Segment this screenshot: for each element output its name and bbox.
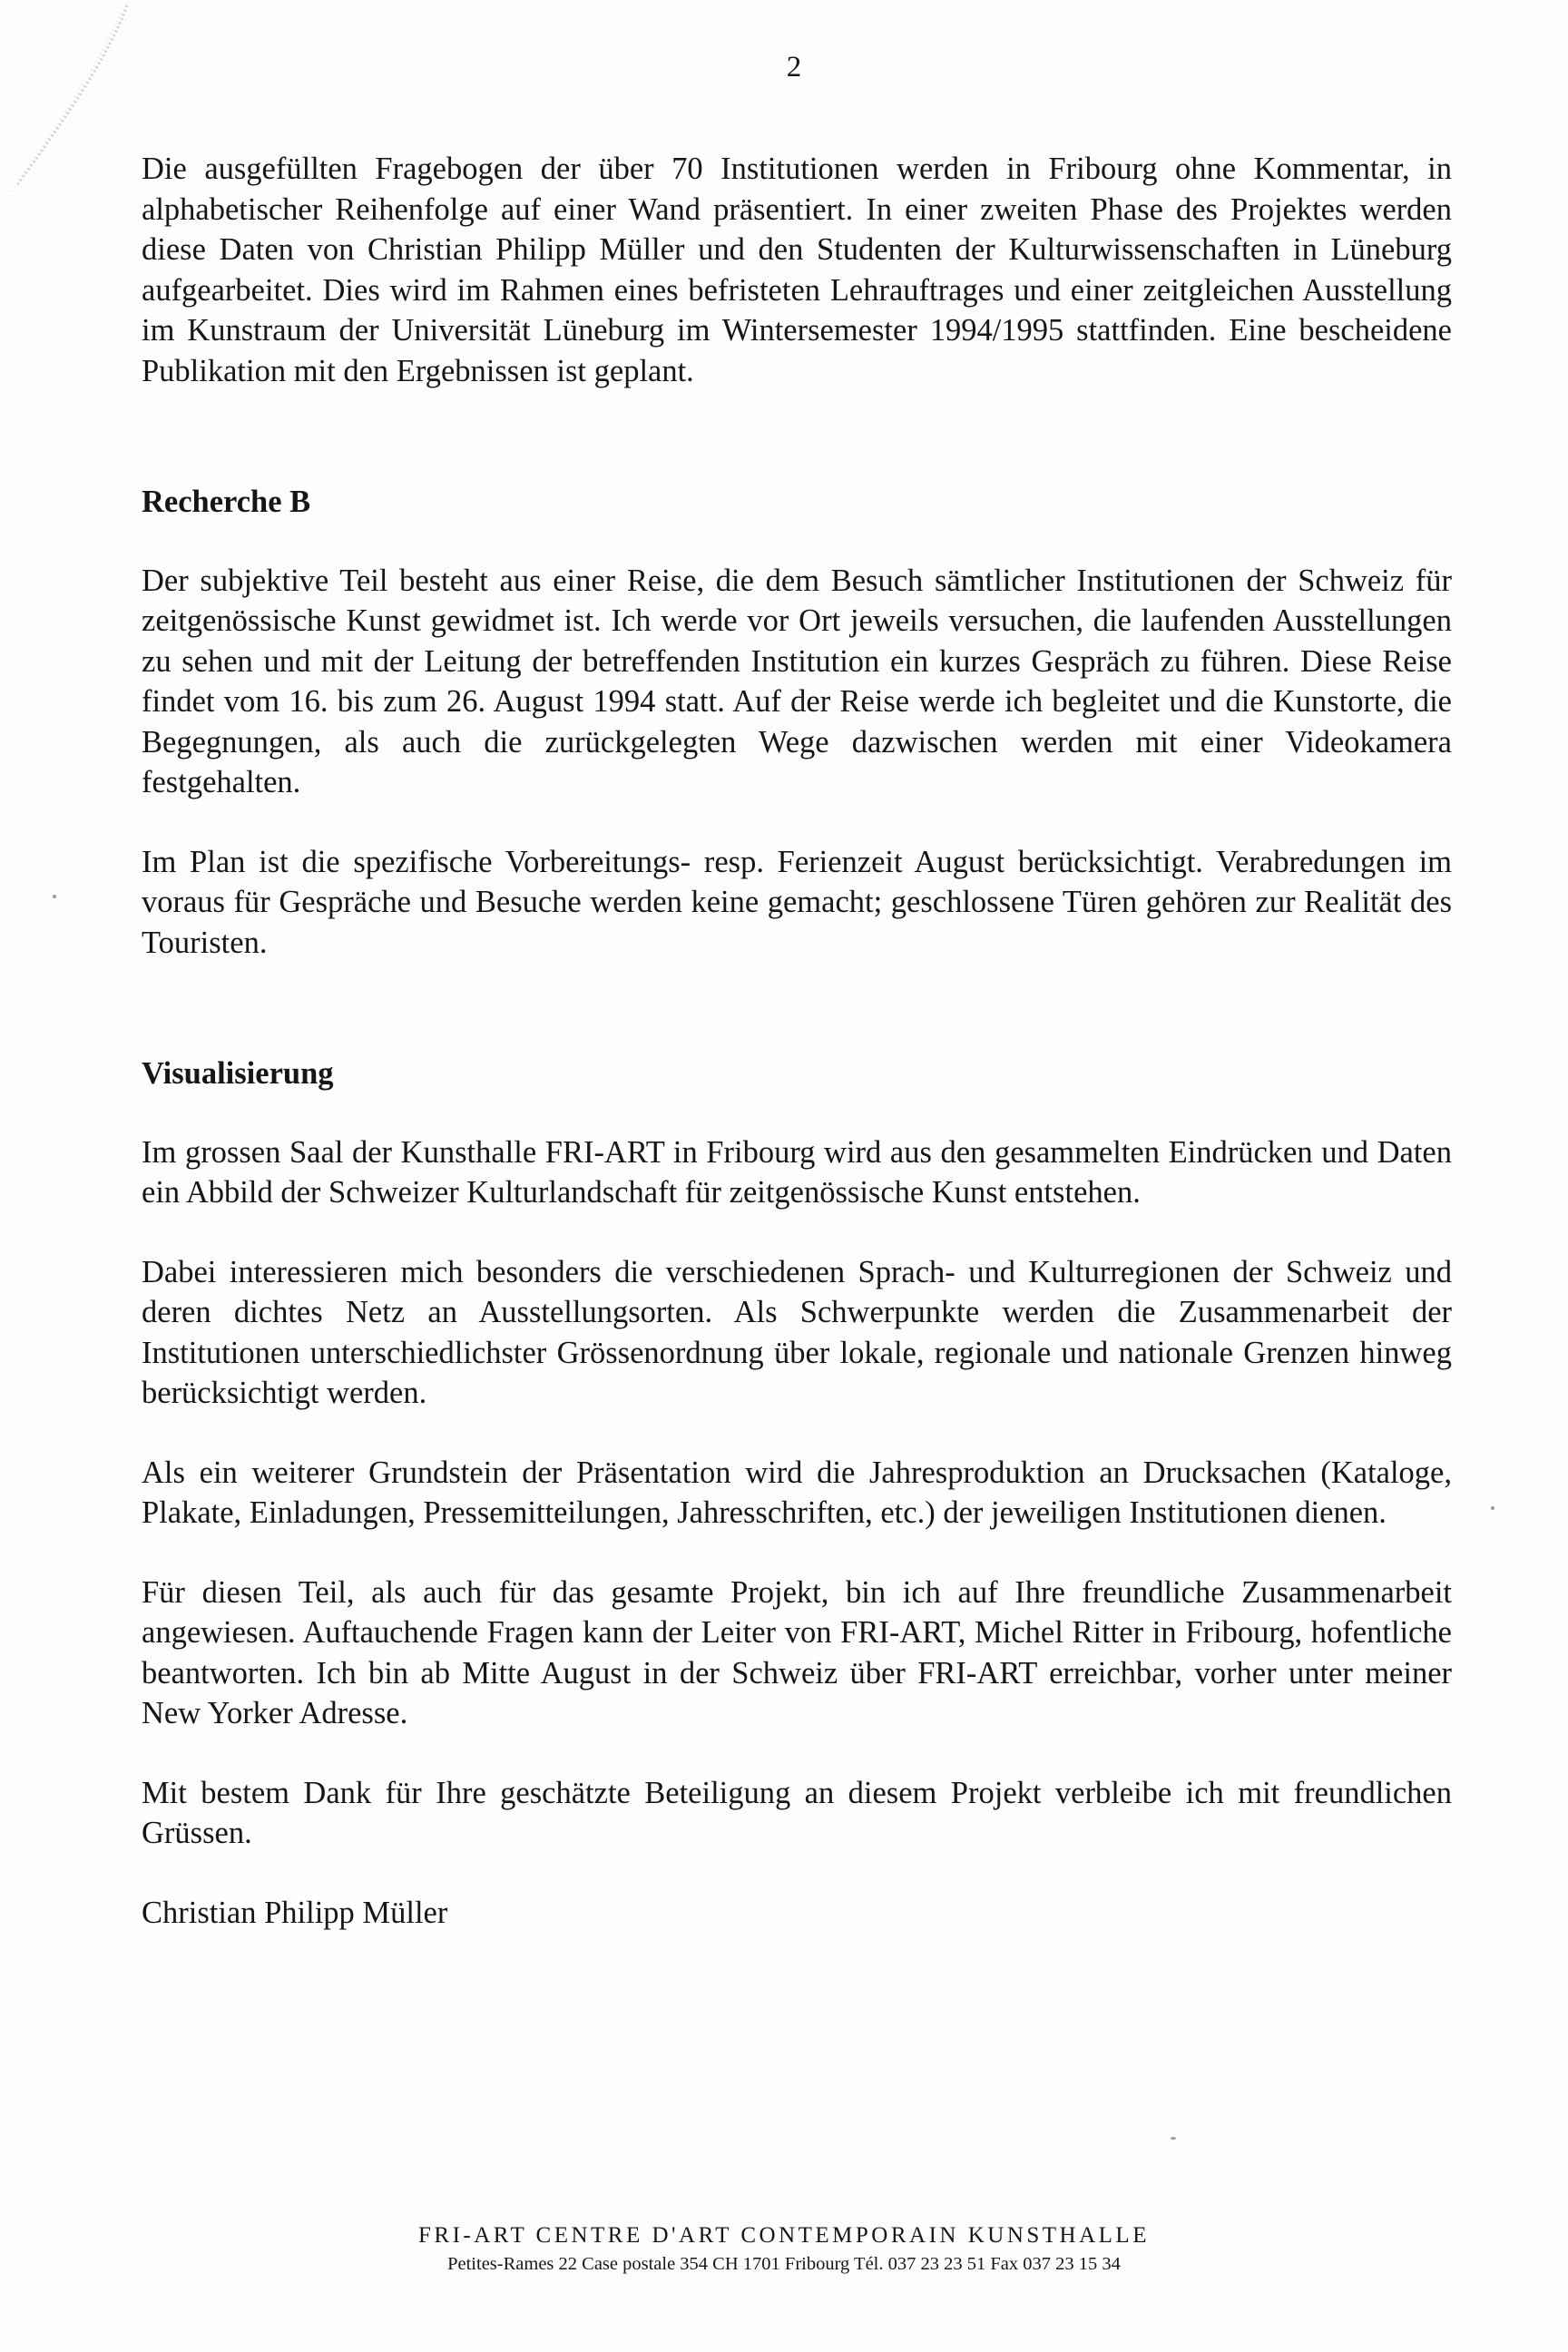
paragraph-printed-matter: Als ein weiterer Grundstein der Präsentation wird die Jahresproduktion an Drucksachen (Kataloge, Plakate, Einladungen, Pressemitteilungen, Jahresschriften, etc.) der jeweiligen Institutionen dienen.: [142, 1455, 1452, 1530]
footer-address: Petites-Rames 22 Case postale 354 CH 1701 Fribourg Tél. 037 23 23 51 Fax 037 23 15 34: [447, 2254, 1121, 2274]
paragraph-journey: Der subjektive Teil besteht aus einer Reise, die dem Besuch sämtlicher Institutionen der Schweiz für zeitgenössische Kunst gewidmet ist. Ich werde vor Ort jeweils versuchen, die laufenden Ausstellungen zu sehen und mit der Leitung der betreffenden Institution ein kurzes Gespräch zu führen. Diese Reise findet vom 16. bis zum 26. August 1994 statt. Auf der Reise werde ich begleitet und die Kunstorte, die Begegnungen, als auch die zurückgelegten Wege dazwischen werden mit einer Videokamera festgehalten.: [142, 563, 1452, 799]
paragraph-kunsthalle: Im grossen Saal der Kunsthalle FRI-ART in Fribourg wird aus den gesammelten Eindrücken und Daten ein Abbild der Schweizer Kulturlandschaft für zeitgenössische Kunst entstehen.: [142, 1134, 1452, 1210]
letter-body: [142, 149, 1452, 1972]
paragraph-plan: Im Plan ist die spezifische Vorbereitungs- resp. Ferienzeit August berücksichtigt. Verabredungen im voraus für Gespräche und Besuche werden keine gemacht; geschlossene Türen gehören zur Realität des Touristen.: [142, 844, 1452, 960]
footer-institution: FRI-ART CENTRE D'ART CONTEMPORAIN KUNSTHALLE: [418, 2223, 1150, 2248]
paragraph-questionnaires: Die ausgefüllten Fragebogen der über 70 Institutionen werden in Fribourg ohne Kommentar, in alphabetischer Reihenfolge auf einer Wand präsentiert. In einer zweiten Phase des Projektes werden diese Daten von Christian Philipp Müller und den Studenten der Kulturwissenschaften in Lüneburg aufgearbeitet. Dies wird im Rahmen eines befristeten Lehrauftrages und einer zeitgleichen Ausstellung im Kunstraum der Universität Lüneburg im Wintersemester 1994/1995 stattfinden. Eine bescheidene Publikation mit den Ergebnissen ist geplant.: [142, 152, 1452, 388]
scan-speck: [1491, 1506, 1494, 1510]
scan-artifact: [0, 0, 136, 209]
scan-speck: [1171, 2137, 1176, 2140]
page-number: 2: [786, 51, 802, 83]
paragraph-regions: Dabei interessieren mich besonders die verschiedenen Sprach- und Kulturregionen der Schweiz und deren dichtes Netz an Ausstellungsorten. Als Schwerpunkte werden die Zusammenarbeit der Institutionen unterschiedlichster Grössenordnung über lokale, regionale und nationale Grenzen hinweg berücksichtigt werden.: [142, 1254, 1452, 1410]
heading-recherche-b: Recherche B: [142, 485, 311, 519]
heading-visualisierung: Visualisierung: [142, 1056, 334, 1091]
scan-speck: [53, 895, 56, 898]
letterhead-footer: [0, 2220, 1568, 2277]
paragraph-closing: Mit bestem Dank für Ihre geschätzte Beteiligung an diesem Projekt verbleibe ich mit freundlichen Grüssen.: [142, 1775, 1452, 1850]
signature: Christian Philipp Müller: [142, 1895, 448, 1930]
paragraph-cooperation: Für diesen Teil, als auch für das gesamte Projekt, bin ich auf Ihre freundliche Zusammenarbeit angewiesen. Auftauchende Fragen kann der Leiter von FRI-ART, Michel Ritter in Fribourg, hofentliche beantworten. Ich bin ab Mitte August in der Schweiz über FRI-ART erreichbar, vorher unter meiner New Yorker Adresse.: [142, 1574, 1452, 1730]
